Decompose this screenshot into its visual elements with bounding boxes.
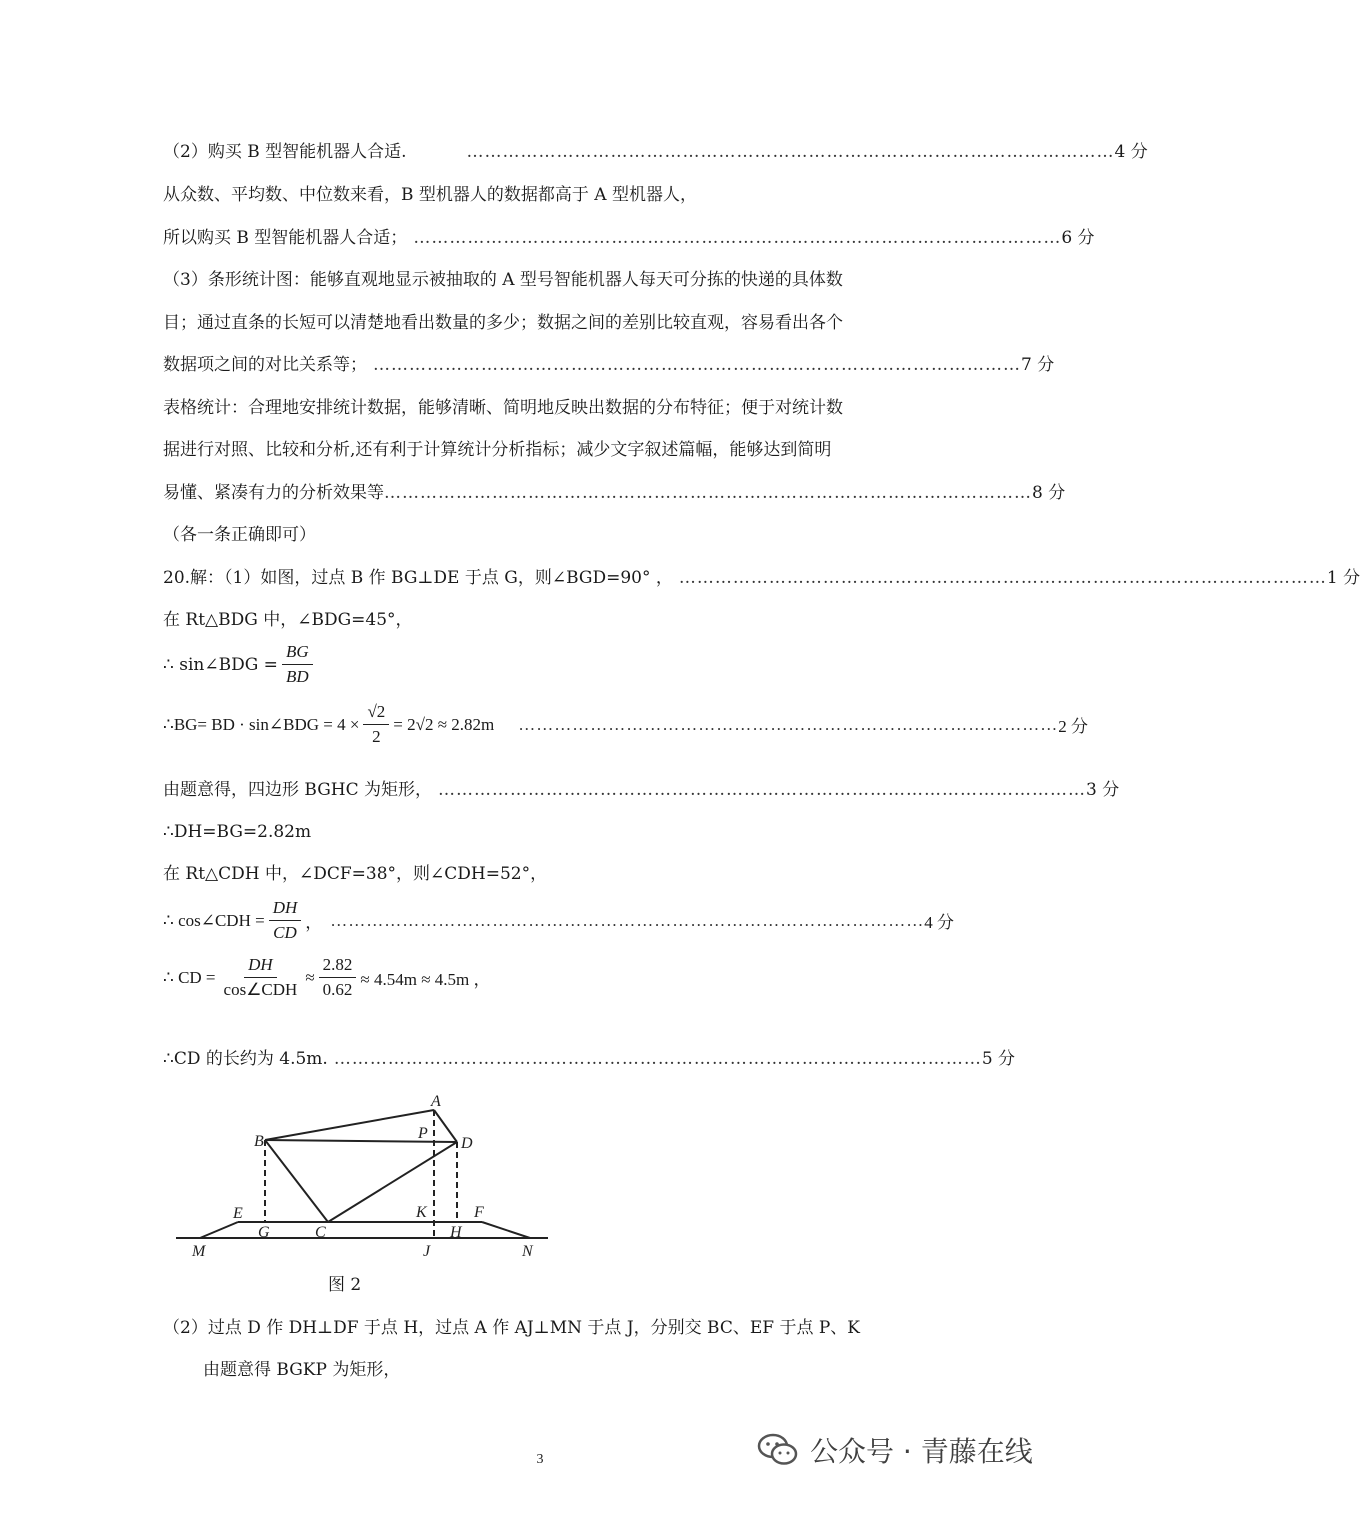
score: 7 分 <box>1021 355 1055 375</box>
label-n: N <box>522 1243 533 1260</box>
label-g: G <box>258 1224 270 1241</box>
line-text: 由题意得 BGKP 为矩形， <box>203 1360 401 1380</box>
wechat-icon <box>756 1430 800 1470</box>
label-k: K <box>416 1204 427 1221</box>
numerator: DH <box>269 896 302 921</box>
figure-caption: 图 2 <box>328 1275 362 1295</box>
score: 5 分 <box>981 1049 1016 1069</box>
label-a: A <box>431 1093 441 1110</box>
answer-line <box>163 778 1120 802</box>
answer-line <box>163 311 923 335</box>
score: 4 分 <box>924 913 955 932</box>
segment-bc <box>265 1140 328 1222</box>
approx-sign: ≈ <box>305 967 315 987</box>
leader-dots: ……………………………………………………………………………………………… <box>373 355 1021 375</box>
page-number: 3 <box>536 1452 544 1467</box>
formula-bg <box>163 700 1089 749</box>
line-text: ∴CD 的长约为 4.5m. <box>163 1049 328 1069</box>
line-text: 所以购买 B 型智能机器人合适； <box>163 228 408 248</box>
line-text: （2）过点 D 作 DH⊥DF 于点 H，过点 A 作 AJ⊥MN 于点 J，分别交 BC、EF 于点 P、K <box>163 1318 860 1338</box>
denominator: cos∠CDH <box>223 980 298 999</box>
label-p: P <box>418 1125 428 1142</box>
answer-line <box>163 523 923 547</box>
line-text: ∴DH=BG=2.82m <box>163 822 312 842</box>
formula-prefix: ∴BG= BD · sin∠BDG = 4 × <box>163 714 360 734</box>
ramp-left <box>200 1222 238 1238</box>
formula-prefix: ∴ CD = <box>163 967 216 987</box>
line-text: （各一条正确即可） <box>163 525 316 545</box>
segment-ba <box>265 1110 434 1140</box>
fraction <box>363 700 389 749</box>
numerator: √2 <box>363 700 389 725</box>
label-j: J <box>423 1243 431 1260</box>
segment-cd <box>328 1142 457 1222</box>
answer-line <box>163 353 1055 377</box>
label-b: B <box>254 1133 264 1150</box>
leader-dots: ……………………………………………………………………………………………… <box>413 228 1062 248</box>
formula-suffix: ≈ 4.54m ≈ 4.5m ， <box>360 970 491 989</box>
leader-dots: ……………………………………………………………………………………………… <box>384 483 1032 503</box>
numerator: 2.82 <box>319 953 357 978</box>
numerator: BG <box>282 640 313 665</box>
leader-dots: ……………………………………………………………………………………………… <box>438 780 1087 800</box>
leader-dots: ……………………………………………………………………………………………… <box>466 142 1115 162</box>
formula-cos <box>163 896 955 945</box>
formula-suffix: ， <box>305 913 323 932</box>
denominator: BD <box>285 667 309 686</box>
line-text: 由题意得，四边形 BGHC 为矩形， <box>163 780 433 800</box>
answer-line <box>163 226 1095 250</box>
formula-prefix: ∴ sin∠BDG = <box>163 654 278 675</box>
answer-line <box>163 608 923 632</box>
segment-ad <box>434 1110 457 1142</box>
formula-prefix: ∴ cos∠CDH = <box>163 910 265 930</box>
fraction <box>269 896 302 945</box>
line-text: （3）条形统计图：能够直观地显示被抽取的 A 型号智能机器人每天可分拣的快递的具体数 <box>163 270 843 290</box>
leader-dots: ……………………………………………………………………………… <box>518 714 1059 734</box>
answer-line <box>163 481 1066 505</box>
ramp-right <box>482 1222 530 1238</box>
formula-suffix: = 2√2 ≈ 2.82m <box>393 714 495 734</box>
answer-line <box>163 183 923 207</box>
label-c: C <box>315 1224 326 1241</box>
line-text: 在 Rt△BDG 中，∠BDG=45°， <box>163 610 413 630</box>
leader-dots: ……………………………………………………………………………………………… <box>333 1049 982 1069</box>
answer-line <box>163 820 923 844</box>
formula-cd <box>163 953 923 1002</box>
score: 2 分 <box>1058 717 1089 736</box>
score: 8 分 <box>1032 483 1066 503</box>
label-e: E <box>233 1205 243 1222</box>
answer-line <box>163 1316 923 1340</box>
fraction <box>282 640 313 689</box>
answer-line <box>163 862 923 886</box>
numerator: DH <box>244 953 277 978</box>
label-f: F <box>474 1204 484 1221</box>
answer-line <box>163 396 923 420</box>
denominator: 0.62 <box>322 980 353 999</box>
answer-line <box>163 1047 1016 1071</box>
label-d: D <box>461 1135 473 1152</box>
line-text: 在 Rt△CDH 中，∠DCF=38°，则∠CDH=52°， <box>163 864 548 884</box>
label-m: M <box>192 1243 206 1260</box>
leader-dots: ……………………………………………………………………………………… <box>330 910 925 930</box>
denominator: CD <box>273 923 297 942</box>
fraction <box>319 953 357 1002</box>
answer-line <box>163 566 1360 590</box>
line-text: 易懂、紧凑有力的分析效果等 <box>163 483 384 503</box>
line-text: 目；通过直条的长短可以清楚地看出数量的多少；数据之间的差别比较直观，容易看出各个 <box>163 313 843 333</box>
answer-line <box>203 1358 963 1382</box>
leader-dots: ……………………………………………………………………………………………… <box>678 568 1327 588</box>
line-text: （2）购买 B 型智能机器人合适. <box>163 142 407 162</box>
line-text: 表格统计：合理地安排统计数据，能够清晰、简明地反映出数据的分布特征；便于对统计数 <box>163 398 843 418</box>
watermark-text: 公众号 · 青藤在线 <box>810 1435 1033 1468</box>
segment-bd <box>265 1140 457 1142</box>
answer-line <box>163 268 923 292</box>
line-text: 据进行对照、比较和分析,还有利于计算统计分析指标；减少文字叙述篇幅，能够达到简明 <box>163 440 832 460</box>
formula-sin <box>163 640 923 689</box>
watermark <box>756 1430 1033 1470</box>
label-h: H <box>450 1224 462 1241</box>
answer-line <box>163 438 923 462</box>
line-text: 从众数、平均数、中位数来看，B 型机器人的数据都高于 A 型机器人， <box>163 185 697 205</box>
score: 1 分 <box>1326 568 1360 588</box>
geometry-figure <box>170 1088 560 1298</box>
score: 3 分 <box>1086 780 1120 800</box>
line-text: 20.解：（1）如图，过点 B 作 BG⊥DE 于点 G，则∠BGD=90° ， <box>163 568 673 588</box>
fraction <box>220 953 302 1002</box>
denominator: 2 <box>372 727 381 746</box>
score: 6 分 <box>1061 228 1095 248</box>
answer-line <box>163 140 1148 164</box>
score: 4 分 <box>1114 142 1148 162</box>
line-text: 数据项之间的对比关系等； <box>163 355 367 375</box>
